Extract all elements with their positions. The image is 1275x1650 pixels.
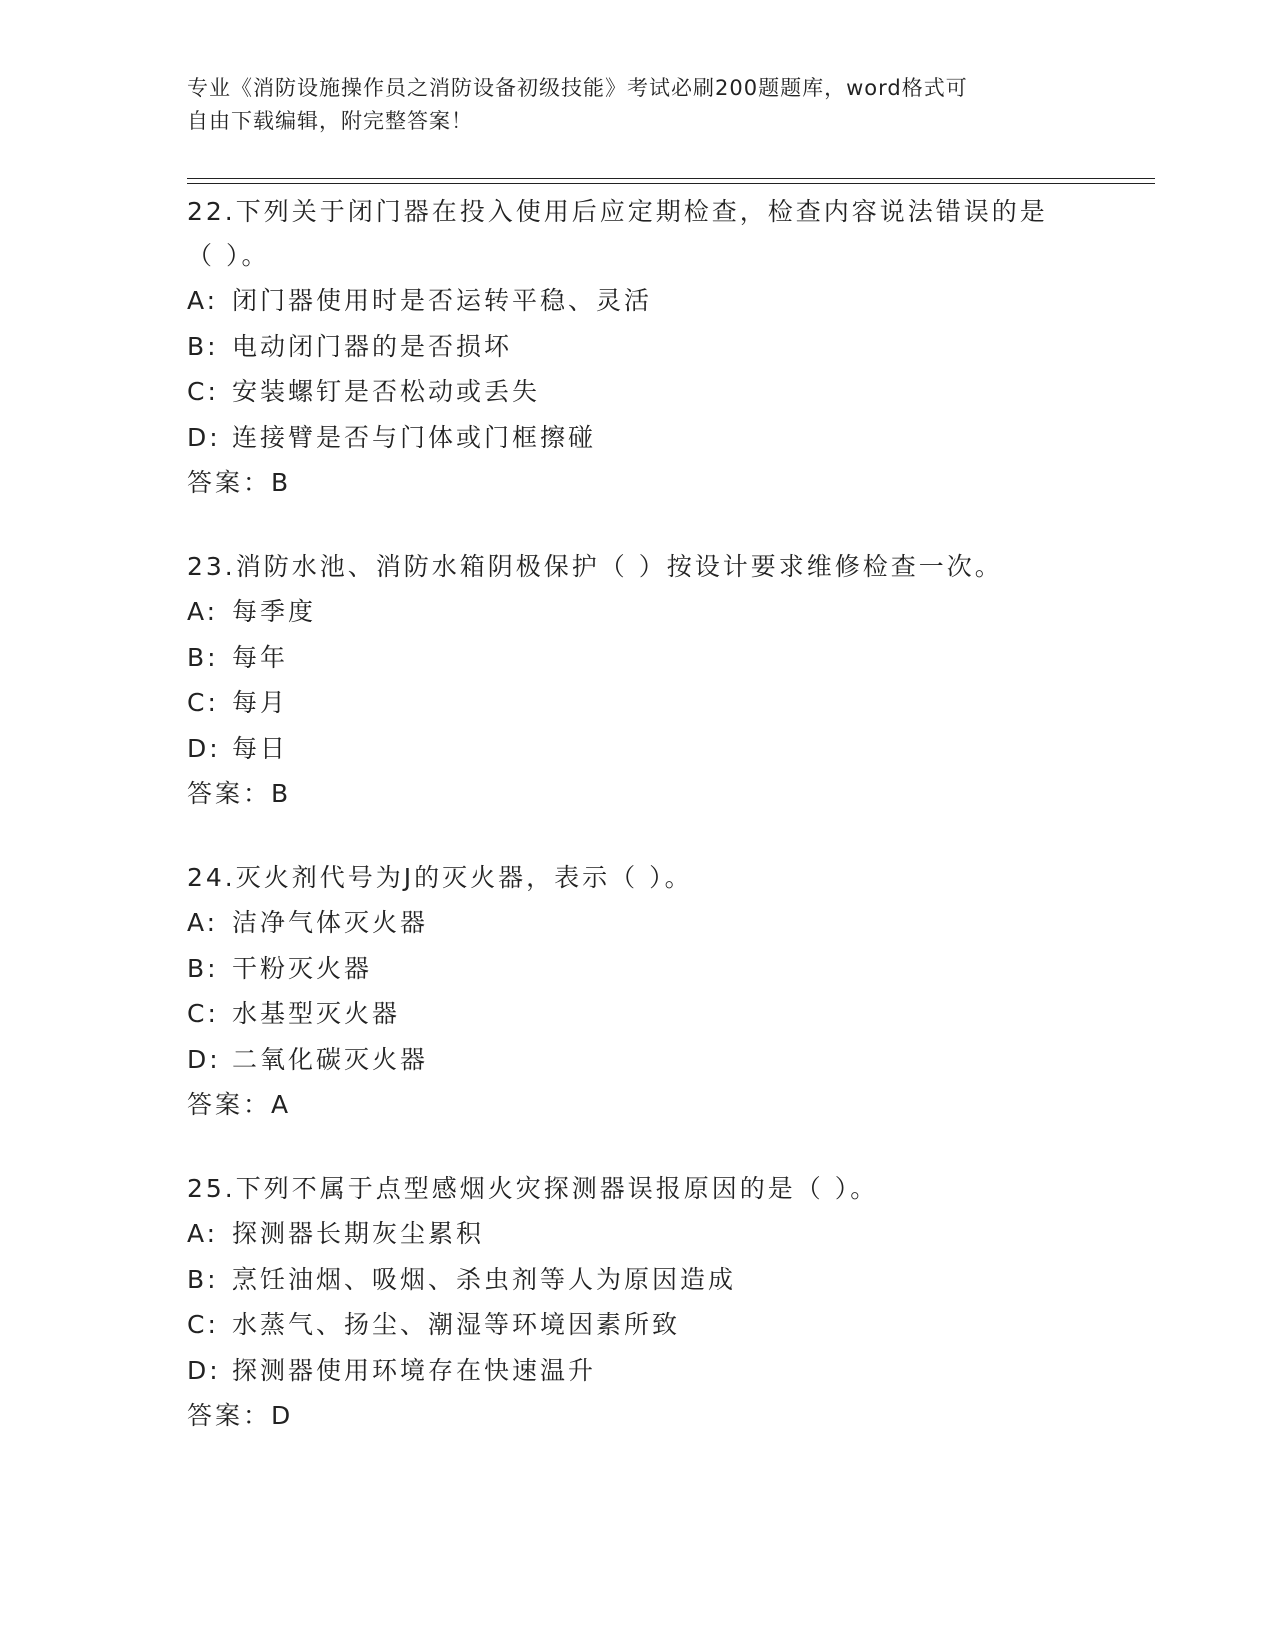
option-text: 闭门器使用时是否运转平稳、灵活 — [232, 286, 653, 315]
answer-line — [187, 1082, 1155, 1128]
option-c — [187, 991, 1155, 1037]
question-stem — [187, 190, 1087, 278]
option-d — [187, 1037, 1155, 1083]
option-d — [187, 726, 1155, 772]
option-a — [187, 589, 1155, 635]
option-letter: A: — [187, 1219, 219, 1248]
option-text: 每月 — [232, 688, 289, 717]
question-24 — [187, 856, 1155, 1128]
question-stem — [187, 856, 1087, 900]
option-letter: C: — [187, 999, 219, 1028]
answer-label: 答案： — [187, 468, 272, 497]
answer-line — [187, 460, 1155, 506]
question-stem-line-1: 25.下列不属于点型感烟火灾探测器误报原因的是（ ）。 — [187, 1174, 879, 1203]
option-letter: D: — [187, 1044, 221, 1074]
question-stem-line-2: （ ）。 — [187, 241, 270, 270]
option-letter: C: — [187, 377, 219, 406]
option-text: 水蒸气、扬尘、潮湿等环境因素所致 — [232, 1310, 681, 1339]
question-stem-line-1: 22.下列关于闭门器在投入使用后应定期检查，检查内容说法错误的是 — [187, 197, 1048, 226]
option-letter: A: — [187, 286, 219, 315]
question-22 — [187, 190, 1155, 506]
answer-value: B — [271, 779, 291, 808]
header-divider-top — [187, 178, 1155, 179]
answer-line — [187, 771, 1155, 817]
answer-label: 答案： — [187, 1401, 272, 1430]
answer-label: 答案： — [187, 779, 272, 808]
header-line-1: 专业《消防设施操作员之消防设备初级技能》考试必刷200题题库，word格式可 — [187, 76, 968, 100]
option-c — [187, 680, 1155, 726]
option-text: 探测器长期灰尘累积 — [232, 1219, 485, 1248]
option-c — [187, 1302, 1155, 1348]
option-a — [187, 278, 1155, 324]
answer-value: A — [271, 1090, 291, 1119]
option-text: 洁净气体灭火器 — [232, 908, 429, 937]
question-list — [187, 190, 1155, 1439]
option-letter: B: — [187, 1264, 219, 1294]
question-25 — [187, 1167, 1155, 1439]
answer-value: D — [271, 1401, 293, 1430]
option-letter: B: — [187, 642, 219, 672]
option-text: 干粉灭火器 — [232, 953, 373, 983]
option-letter: D: — [187, 733, 221, 763]
question-stem-line-1: 23.消防水池、消防水箱阴极保护（ ）按设计要求维修检查一次。 — [187, 552, 1003, 581]
option-text: 安装螺钉是否松动或丢失 — [232, 377, 541, 406]
option-text: 每年 — [232, 642, 289, 672]
option-text: 每季度 — [232, 597, 317, 626]
option-text: 电动闭门器的是否损坏 — [232, 331, 513, 361]
option-text: 连接臂是否与门体或门框擦碰 — [232, 422, 597, 452]
option-d — [187, 415, 1155, 461]
option-a — [187, 1211, 1155, 1257]
option-b — [187, 635, 1155, 681]
question-stem-line-1: 24.灭火剂代号为J的灭火器，表示（ ）。 — [187, 863, 693, 892]
option-letter: B: — [187, 953, 219, 983]
option-c — [187, 369, 1155, 415]
answer-value: B — [271, 468, 291, 497]
answer-label: 答案： — [187, 1090, 272, 1119]
question-stem — [187, 545, 1087, 589]
header-line-2: 自由下载编辑，附完整答案！ — [187, 109, 473, 133]
document-header — [187, 72, 1087, 138]
question-stem — [187, 1167, 1087, 1211]
answer-line — [187, 1393, 1155, 1439]
option-text: 二氧化碳灭火器 — [232, 1044, 429, 1074]
option-text: 探测器使用环境存在快速温升 — [232, 1355, 597, 1385]
option-text: 水基型灭火器 — [232, 999, 401, 1028]
option-text: 烹饪油烟、吸烟、杀虫剂等人为原因造成 — [232, 1264, 737, 1294]
option-letter: D: — [187, 422, 221, 452]
option-b — [187, 946, 1155, 992]
option-letter: A: — [187, 908, 219, 937]
option-letter: D: — [187, 1355, 221, 1385]
option-letter: A: — [187, 597, 219, 626]
option-text: 每日 — [232, 733, 289, 763]
option-d — [187, 1348, 1155, 1394]
header-divider-bottom — [187, 183, 1155, 184]
option-letter: C: — [187, 1310, 219, 1339]
question-23 — [187, 545, 1155, 817]
option-letter: B: — [187, 331, 219, 361]
option-b — [187, 324, 1155, 370]
option-b — [187, 1257, 1155, 1303]
option-a — [187, 900, 1155, 946]
option-letter: C: — [187, 688, 219, 717]
